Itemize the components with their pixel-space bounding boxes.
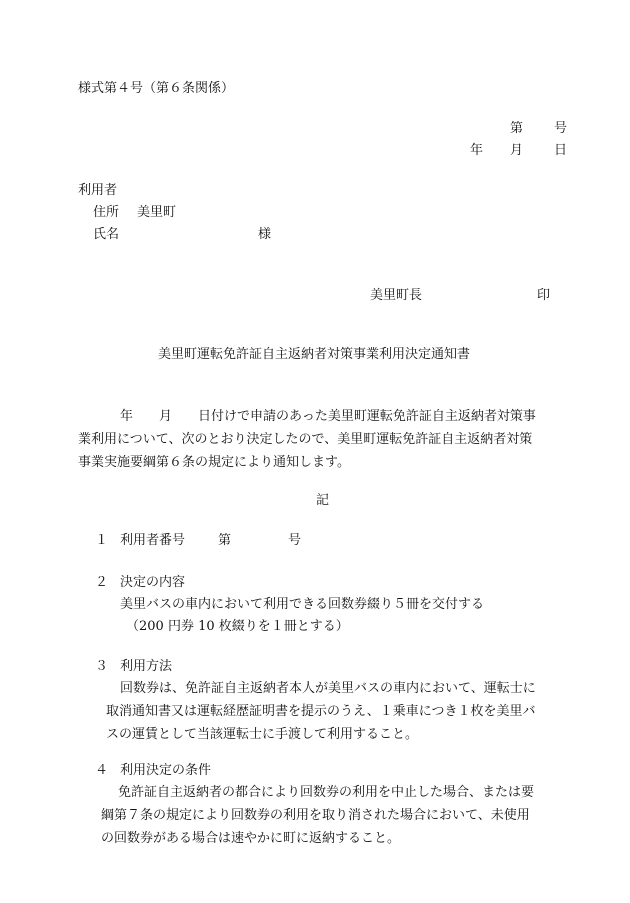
item-body-line: 取消通知書又は運転経歴証明書を提示のうえ、１乗車につき１枚を美里バ [106, 704, 536, 719]
item-body [106, 677, 536, 746]
seal-mark: 印 [537, 288, 551, 303]
user-number-suffix: 号 [288, 533, 302, 548]
name-label: 氏名 [93, 227, 120, 242]
date-day: 日 [554, 143, 568, 158]
item-body-line: 免許証自主返納者の都合により回数券の利用を中止した場合、または要 [118, 785, 535, 800]
item-body-line: （200 円券 10 枚綴りを１冊とする） [126, 619, 349, 634]
date-year: 年 [470, 143, 484, 158]
item-body-line: スの運賃として当該運転士に手渡して利用すること。 [106, 727, 419, 742]
item-body-line: の回数券がある場合は速やかに町に返納すること。 [101, 831, 401, 846]
address-value: 美里町 [137, 205, 177, 220]
sender-title: 美里町長 [370, 288, 423, 303]
user-number-prefix: 第 [218, 533, 232, 548]
item-body-line: 回数券は、免許証自主返納者本人が美里バスの車内において、運転士に [120, 681, 536, 696]
doc-number-prefix: 第 [510, 121, 524, 136]
item-title: 利用者番号 [120, 533, 186, 548]
item-title: 決定の内容 [120, 575, 186, 590]
item-number: １ [95, 533, 109, 548]
item-title: 利用方法 [120, 659, 173, 674]
honorific: 様 [258, 227, 272, 242]
ki-marker: 記 [316, 493, 330, 508]
item-body [101, 781, 534, 850]
item-body-line: 美里バスの車内において利用できる回数券綴り５冊を交付する [120, 597, 485, 612]
item-body-line: 綱第７条の規定により回数券の利用を取り消された場合において、未使用 [101, 808, 530, 823]
recipient-heading: 利用者 [78, 183, 118, 198]
date-month: 月 [510, 143, 524, 158]
intro-line: 事業実施要綱第６条の規定により通知します。 [78, 455, 350, 470]
intro-line: 業利用について、次のとおり決定したので、美里町運転免許証自主返納者対策 [78, 432, 533, 447]
intro-line: 年 月 日付けで申請のあった美里町運転免許証自主返納者対策事 [120, 409, 536, 424]
document-title: 美里町運転免許証自主返納者対策事業利用決定通知書 [158, 347, 471, 362]
doc-number-suffix: 号 [554, 121, 568, 136]
intro-paragraph [78, 405, 536, 474]
item-number: ２ [95, 575, 109, 590]
form-label: 様式第４号（第６条関係） [78, 81, 235, 96]
item-number: ４ [95, 763, 109, 778]
address-label: 住所 [93, 205, 120, 220]
item-title: 利用決定の条件 [120, 763, 212, 778]
item-number: ３ [95, 659, 109, 674]
